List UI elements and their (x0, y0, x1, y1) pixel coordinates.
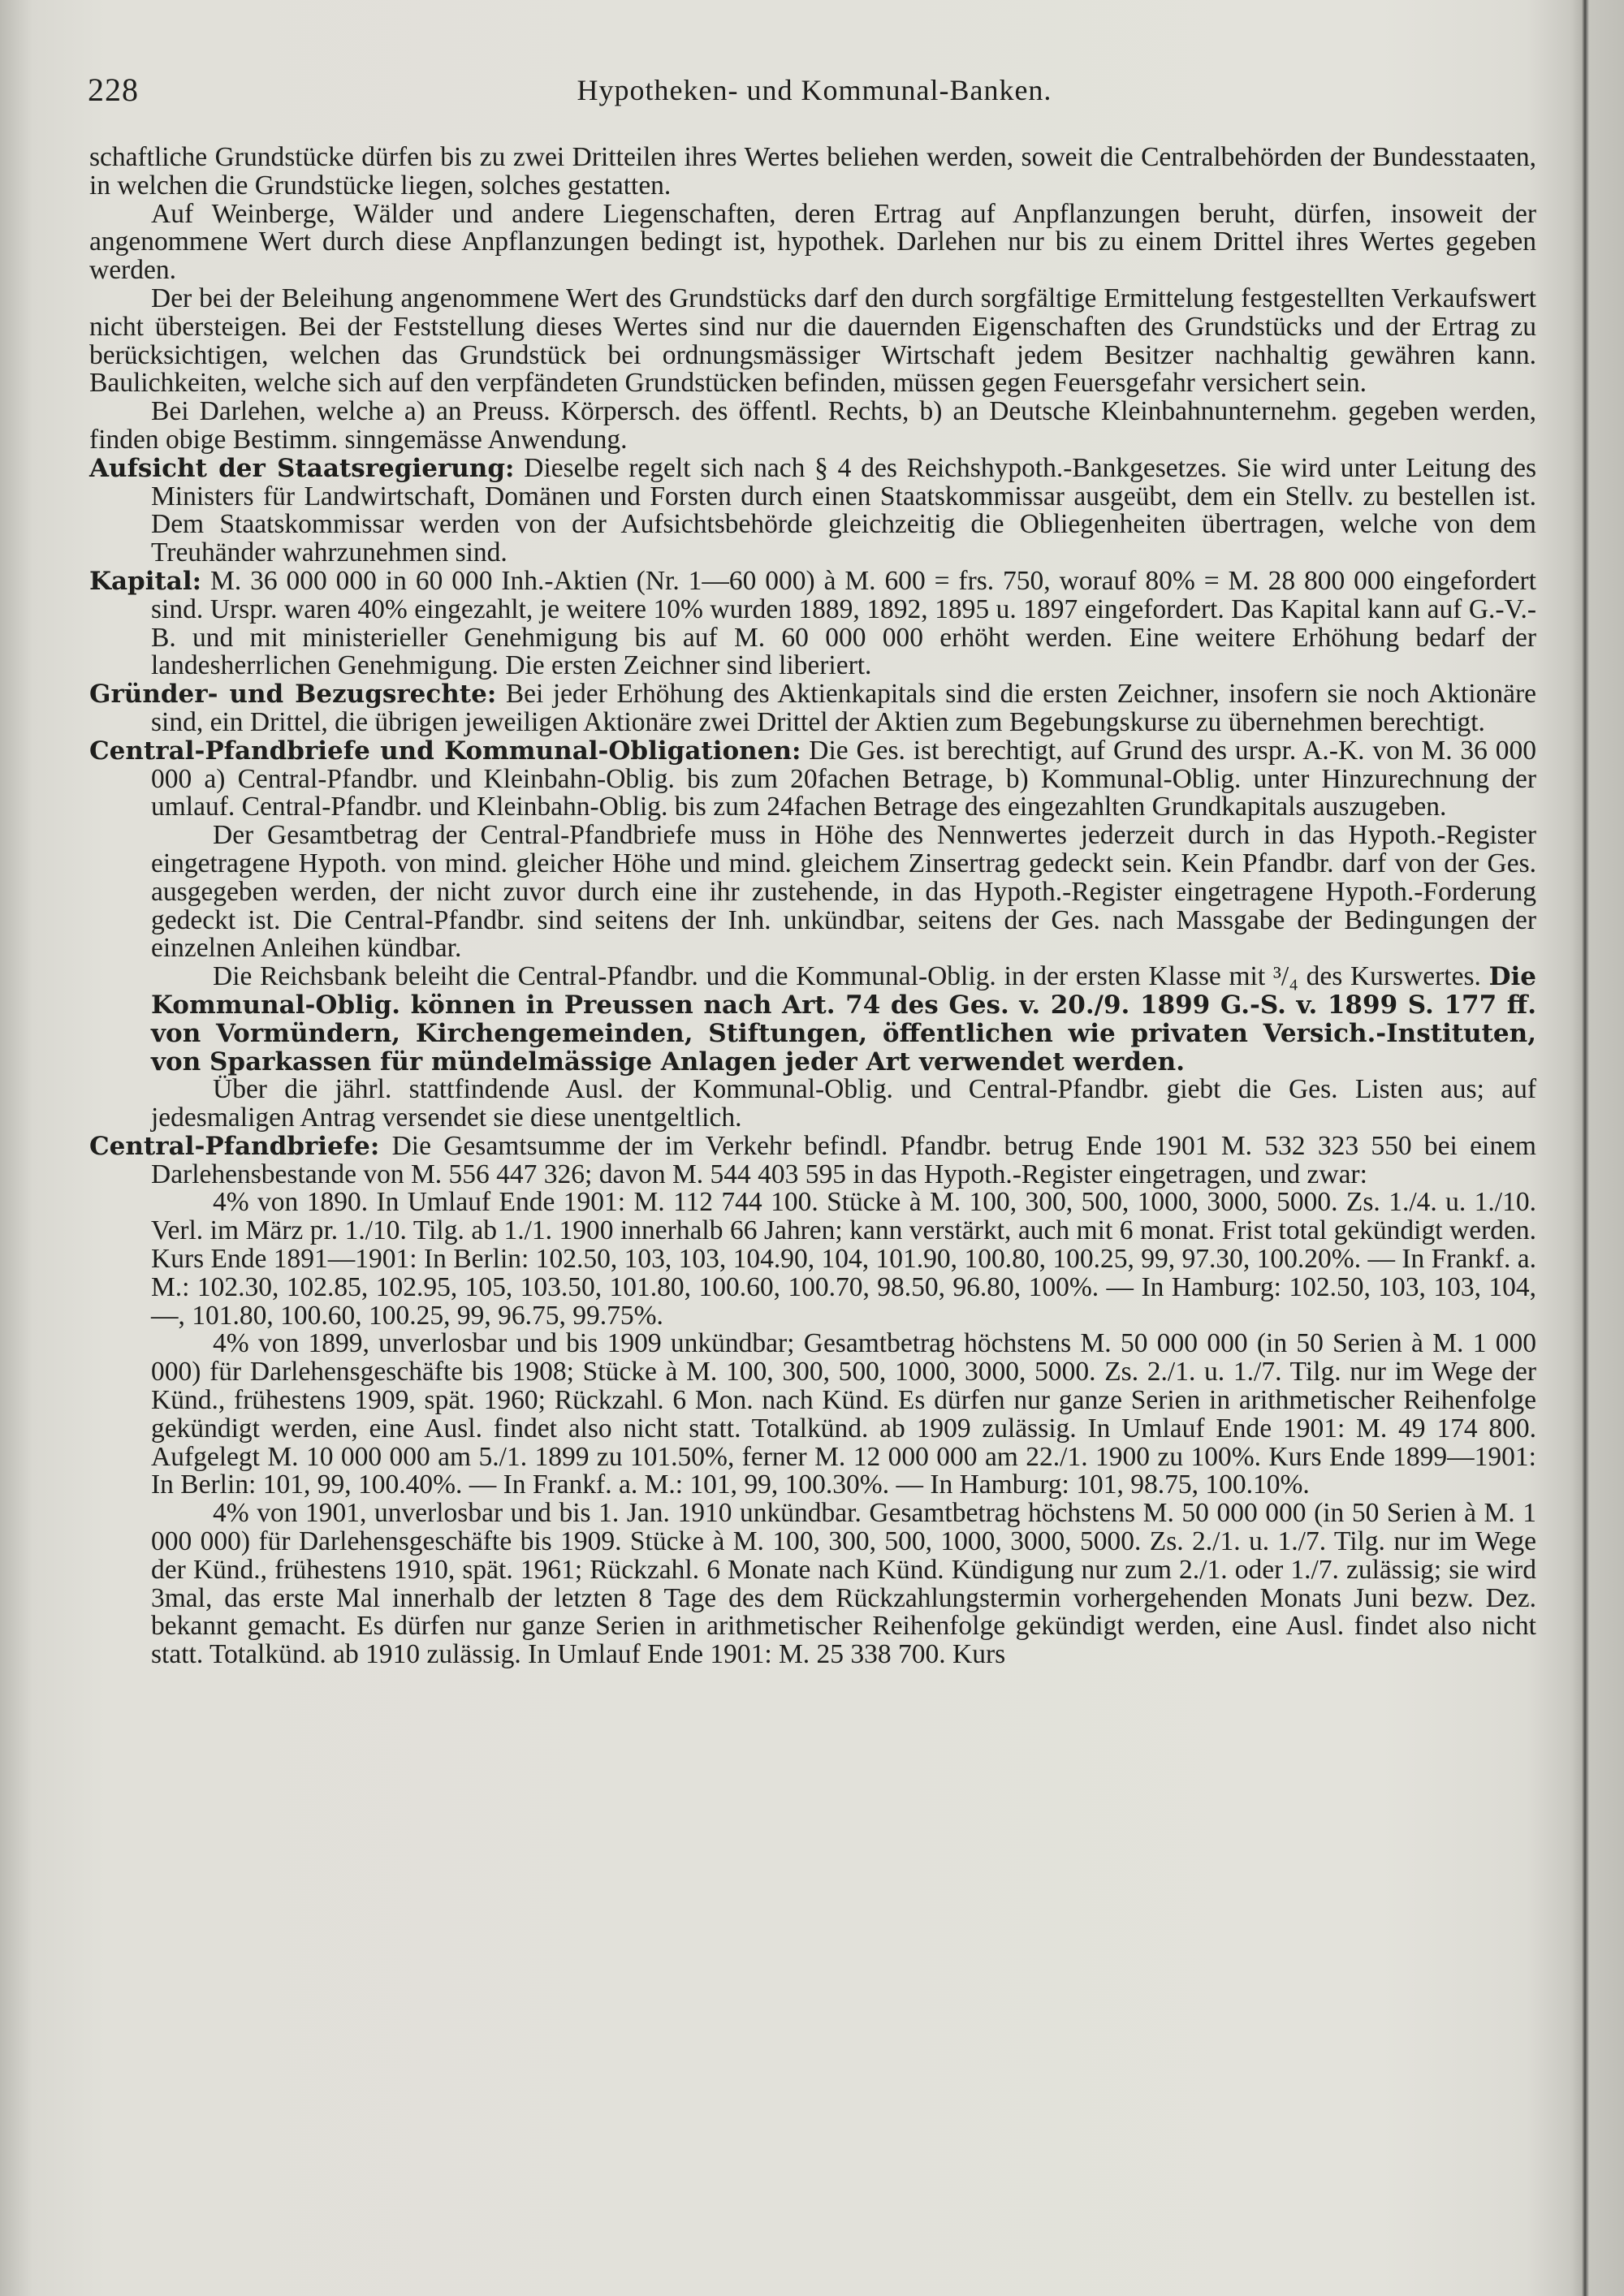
page-header (88, 68, 1541, 112)
paragraph-gesamtbetrag: Der Gesamtbetrag der Central-Pfandbriefe muss in Höhe des Nennwertes jederzeit durch in das Hypoth.-Register eingetragene Hypoth. von mind. gleicher Höhe und mind. gleichem Zinsertrag gedeckt sein. Kein Pfandbr. darf von der Ges. ausgegeben werden, der nicht zuvor durch eine ihr zustehende, in das Hypoth.-Register eingetragene Hypoth.-Forderung gedeckt ist. Die Central-Pfandbr. sind seitens der Inh. unkündbar, seitens der Ges. nach Massgabe der Bedingungen der einzelnen Anleihen kündbar. (151, 820, 1536, 964)
paragraph-reichsbank: Die Reichsbank beleiht die Central-Pfandbr. und die Kommunal-Oblig. in der ersten Klasse mit ³/₄ des Kurswertes. Die Kommunal-Oblig. können in Preussen nach Art. 74 des Ges. v. 20./9. 1899 G.-S. v. 1899 S. 177 ff. von Vormündern, Kirchengemeinden, Stiftungen, öffentlichen wie privaten Versich.-Instituten, von Sparkassen für mündelmässige Anlagen jeder Art verwendet werden. (151, 961, 1537, 1077)
running-title: Hypotheken- und Kommunal-Banken. (577, 74, 1052, 106)
section-aufsicht: Aufsicht der Staatsregierung: Dieselbe regelt sich nach § 4 des Reichshypoth.-Bankgesetzes. Sie wird unter Leitung des Ministers für Landwirtschaft, Domänen und Forsten durch einen Staatskommissar ausgeübt, dem ein Stellv. zu bestellen ist. Dem Staatskommissar werden von der Aufsichtsbehörde gleichzeitig die Obliegenheiten übertragen, welche von dem Treuhänder wahrzunehmen sind. (89, 452, 1536, 568)
section-heading: Gründer- und Bezugsrechte: (89, 680, 497, 710)
section-central-pfandbriefe-kommunal: Central-Pfandbriefe und Kommunal-Obligationen: Die Ges. ist berechtigt, auf Grund des urspr. A.-K. von M. 36 000 000 a) Central-Pfandbr. und Kleinbahn-Oblig. bis zum 20fachen Betrage, b) Kommunal-Oblig. unter Hinzurechnung der umlauf. Central-Pfandbr. und Kleinbahn-Oblig. bis zum 24fachen Betrage des eingezahlten Grundkapitals auszugeben. (89, 735, 1537, 822)
section-central-pfandbriefe: Central-Pfandbriefe: Die Gesamtsumme der im Verkehr befindl. Pfandbr. betrug Ende 1901 M. 532 323 550 bei einem Darlehensbestande von M. 556 447 326; davon M. 544 403 595 in das Hypoth.-Register eingetragen, und zwar: (89, 1130, 1536, 1189)
paragraph-4pct-1901: 4% von 1901, unverlosbar und bis 1. Jan. 1910 unkündbar. Gesamtbetrag höchstens M. 50 000 000 (in 50 Serien à M. 1 000 000) für Darlehensgeschäfte bis 1909. Stücke à M. 100, 300, 500, 1000, 3000, 5000. Zs. 2./1. u. 1./7. Tilg. nur im Wege der Künd., frühestens 1910, spät. 1961; Rückzahl. 6 Monate nach Künd. Kündigung nur zum 2./1. oder 1./7. zulässig; sie wird 3mal, das erste Mal innerhalb der letzten 8 Tage des dem Rückzahlungstermin vorhergehenden Monats Juni bezw. Dez. bekannt gemacht. Es dürfen nur ganze Serien in arithmetischer Reihenfolge gekündigt werden, eine Ausl. findet also nicht statt. Totalkünd. ab 1910 zulässig. In Umlauf Ende 1901: M. 25 338 700. Kurs (151, 1498, 1536, 1670)
section-heading: Aufsicht der Staatsregierung: (89, 453, 515, 483)
paragraph-4pct-1899: 4% von 1899, unverlosbar und bis 1909 unkündbar; Gesamtbetrag höchstens M. 50 000 000 (in 50 Serien à M. 1 000 000) für Darlehensgeschäfte bis 1908; Stücke à M. 100, 300, 500, 1000, 3000, 5000. Zs. 2./1. u. 1./7. Tilg. nur im Wege der Künd., frühestens 1909, spät. 1960; Rückzahl. 6 Mon. nach Künd. Es dürfen nur ganze Serien in arithmetischer Reihenfolge gekündigt werden, eine Ausl. findet also nicht statt. Totalkünd. ab 1909 zulässig. In Umlauf Ende 1901: M. 49 174 800. Aufgelegt M. 10 000 000 am 5./1. 1899 zu 101.50%, ferner M. 12 000 000 am 22./1. 1900 zu 100%. Kurs Ende 1899—1901: In Berlin: 101, 99, 100.40%. — In Frankf. a. M.: 101, 99, 100.30%. — In Hamburg: 101, 98.75, 100.10%. (151, 1328, 1536, 1500)
section-heading: Central-Pfandbriefe und Kommunal-Obligationen: (89, 736, 801, 766)
section-heading: Kapital: (89, 566, 202, 596)
section-heading: Central-Pfandbriefe: (89, 1131, 380, 1161)
section-gruender: Gründer- und Bezugsrechte: Bei jeder Erhöhung des Aktienkapitals sind die ersten Zeichner, insofern sie noch Aktionäre sind, ein Drittel, die übrigen jeweiligen Aktionäre zwei Drittel der Aktien zum Begebungskurse zu übernehmen berechtigt. (89, 679, 1536, 737)
paragraph-darlehen: Bei Darlehen, welche a) an Preuss. Körpersch. des öffentl. Rechts, b) an Deutsche Kleinbahnunternehm. gegeben werden, finden obige Bestimm. sinngemässe Anwendung. (89, 396, 1536, 455)
section-kapital: Kapital: M. 36 000 000 in 60 000 Inh.-Aktien (Nr. 1—60 000) à M. 600 = frs. 750, worauf 80% = M. 28 800 000 eingefordert sind. Urspr. waren 40% eingezahlt, je weitere 10% wurden 1889, 1892, 1895 u. 1897 eingefordert. Das Kapital kann auf G.-V.-B. und mit ministerieller Genehmigung bis auf M. 60 000 000 erhöht werden. Eine weitere Erhöhung bedarf der landesherrlichen Genehmigung. Die ersten Zeichner sind liberiert. (89, 565, 1536, 681)
paragraph-beleihung-wert: Der bei der Beleihung angenommene Wert des Grundstücks darf den durch sorgfältige Ermittelung festgestellten Verkaufswert nicht übersteigen. Bei der Feststellung dieses Wertes sind nur die dauernden Eigenschaften des Grundstücks und der Ertrag zu berücksichtigen, welchen das Grundstück bei ordnungsmässiger Wirtschaft jedem Besitzer nachhaltig gewähren kann. Baulichkeiten, welche sich auf den verpfändeten Grundstücken befinden, müssen gegen Feuersgefahr versichert sein. (89, 283, 1536, 399)
paragraph-weinberge: Auf Weinberge, Wälder und andere Liegenschaften, deren Ertrag auf Anpflanzungen beruht, dürfen, insoweit der angenommene Wert durch diese Anpflanzungen bedingt ist, hypothek. Darlehen nur bis zu einem Drittel ihres Wertes gegeben werden. (89, 198, 1536, 286)
paragraph-continuation: schaftliche Grundstücke dürfen bis zu zwei Dritteilen ihres Wertes beliehen werden, soweit die Centralbehörden der Bundesstaaten, in welchen die Grundstücke liegen, solches gestatten. (89, 142, 1536, 201)
body-text (89, 144, 1536, 1669)
paragraph-4pct-1890: 4% von 1890. In Umlauf Ende 1901: M. 112 744 100. Stücke à M. 100, 300, 500, 1000, 3000, 5000. Zs. 1./4. u. 1./10. Verl. im März pr. 1./10. Tilg. ab 1./1. 1900 innerhalb 66 Jahren; kann verstärkt, auch mit 6 monat. Frist total gekündigt werden. Kurs Ende 1891—1901: In Berlin: 102.50, 103, 103, 104.90, 104, 101.90, 100.80, 100.25, 99, 97.30, 100.20%. — In Frankf. a. M.: 102.30, 102.85, 102.95, 105, 103.50, 101.80, 100.60, 100.70, 98.50, 96.80, 100%. — In Hamburg: 102.50, 103, 103, 104, —, 101.80, 100.60, 100.25, 99, 96.75, 99.75%. (151, 1187, 1536, 1331)
paragraph-auslosung: Über die jährl. stattfindende Ausl. der Kommunal-Oblig. und Central-Pfandbr. giebt die Ges. Listen aus; auf jedesmaligen Antrag versendet sie diese unentgeltlich. (151, 1074, 1536, 1133)
bold-statement: Die Kommunal-Oblig. können in Preussen nach Art. 74 des Ges. v. 20./9. 1899 G.-S. v. 1899 S. 177 ff. von Vormündern, Kirchengemeinden, Stiftungen, öffentlichen wie privaten Versich.-Instituten, von Sparkassen für mündelmässige Anlagen jeder Art verwendet werden. (151, 962, 1537, 1077)
page-number: 228 (88, 71, 139, 108)
